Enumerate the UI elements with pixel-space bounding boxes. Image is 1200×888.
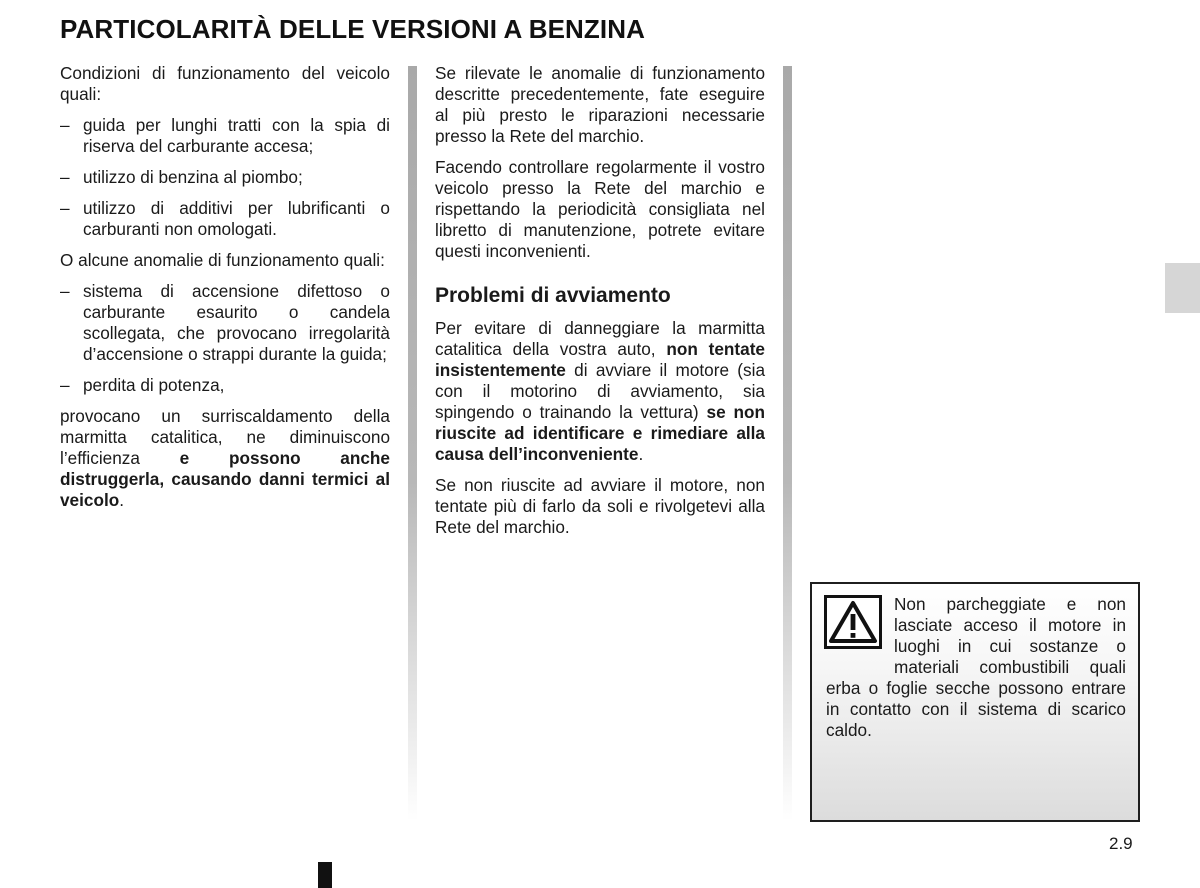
warning-text: Non parcheggiate e non lasciate acceso il motore in luoghi in cui sostanze o materiali combustibili quali erba o foglie secche possono entrare in contatto con il sistema di scarico caldo. [826, 594, 1126, 740]
list-item: – sistema di accensione difettoso o carburante esaurito o candela scollegata, che provocano irregolarità d’accensione o strappi durante la guida; [60, 281, 390, 364]
section-tab [1165, 263, 1200, 313]
closing-end: . [119, 490, 125, 510]
closing-text: provocano un surriscaldamento della marmitta catalitica, ne diminuiscono l’efficienza [60, 406, 390, 468]
paragraph-starting [435, 318, 765, 465]
column-separator [783, 66, 792, 821]
starting-text-2: di avviare il motore (sia con il motorino di avviamento, sia spingendo o trainando la vettura) [435, 360, 765, 422]
column-middle [435, 63, 765, 548]
list-item: – utilizzo di additivi per lubrificanti o carburanti non omologati. [60, 198, 390, 239]
list-item: – utilizzo di benzina al piombo; [60, 167, 303, 187]
starting-bold-2: se non riuscite ad identificare e rimediare alla causa dell’inconveniente [435, 402, 766, 464]
starting-bold-1: non tentate insistentemente [435, 339, 765, 380]
list-item: – guida per lunghi tratti con la spia di riserva del carburante accesa; [60, 115, 390, 156]
warning-text-block [826, 594, 1126, 741]
paragraph-maintenance: Facendo controllare regolarmente il vostro veicolo presso la Rete del marchio e rispettando la periodicità consigliata nel libretto di manutenzione, potrete evitare questi inconvenienti. [435, 157, 765, 261]
list-item-text: perdita di potenza, [83, 375, 225, 395]
column-separator [408, 66, 417, 821]
warning-box [810, 582, 1140, 822]
list-item-text: guida per lunghi tratti con la spia di riserva del carburante accesa; [83, 115, 390, 156]
list-item-text: utilizzo di additivi per lubrificanti o carburanti non omologati. [83, 198, 390, 239]
paragraph-intro-2: O alcune anomalie di funzionamento quali: [60, 250, 385, 270]
page-marker [318, 862, 332, 888]
section-heading: Problemi di avviamento [435, 284, 671, 307]
paragraph-contact-network: Se non riuscite ad avviare il motore, non tentate più di farlo da soli e rivolgetevi alla Rete del marchio. [435, 475, 765, 537]
paragraph-intro: Condizioni di funzionamento del veicolo quali: [60, 63, 390, 104]
closing-bold-text: e possono anche distruggerla, causando danni termici al veicolo [60, 448, 390, 510]
starting-text-end: . [638, 444, 644, 464]
column-left [60, 63, 390, 521]
page-title: PARTICOLARITÀ DELLE VERSIONI A BENZINA [60, 14, 645, 44]
starting-text-1: Per evitare di danneggiare la marmitta catalitica della vostra auto, [435, 318, 765, 359]
list-item: – perdita di potenza, [60, 375, 225, 395]
page-number: 2.9 [1109, 834, 1133, 853]
paragraph-anomalies: Se rilevate le anomalie di funzionamento descritte precedentemente, fate eseguire al più presto le riparazioni necessarie presso la Rete del marchio. [435, 63, 765, 146]
list-item-text: sistema di accensione difettoso o carburante esaurito o candela scollegata, che provocano irregolarità d’accensione o strappi durante la guida; [83, 281, 390, 364]
paragraph-closing [60, 406, 390, 511]
list-item-text: utilizzo di benzina al piombo; [83, 167, 303, 187]
